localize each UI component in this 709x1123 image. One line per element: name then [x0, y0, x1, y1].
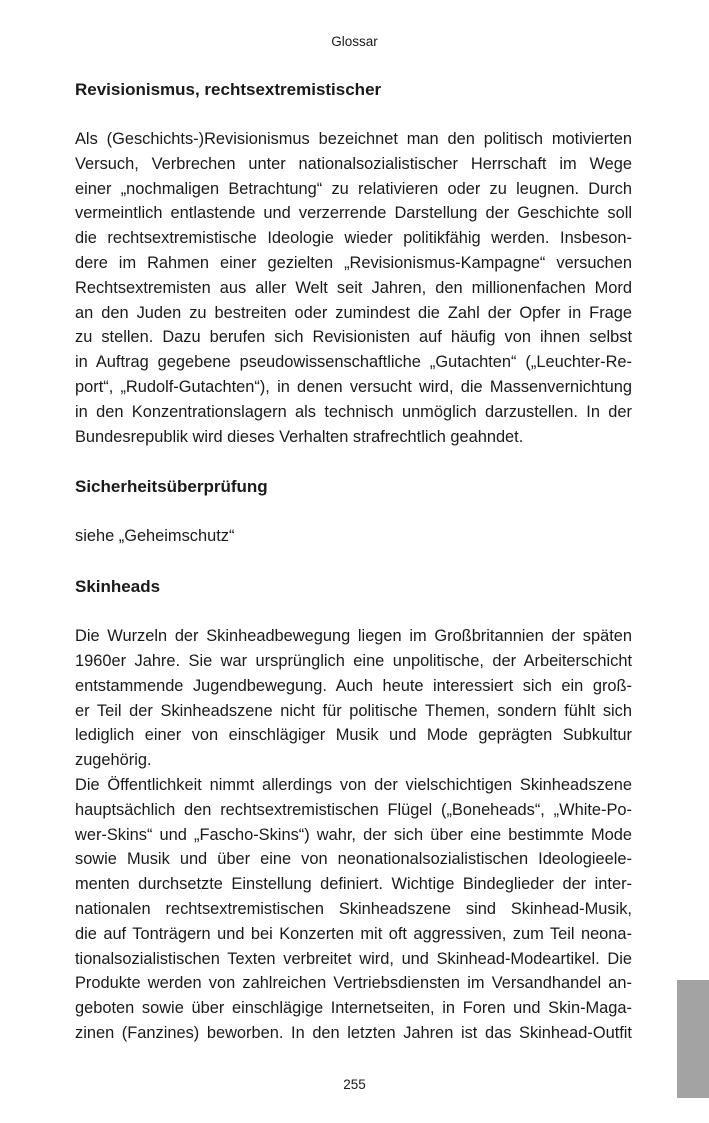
text-line: er Teil der Skinheadszene nicht für politische Themen, sondern fühlt sich — [75, 701, 632, 720]
text-line: sowie Musik und über eine von neonationalsozialistischen Ideologieele- — [75, 850, 632, 869]
text-line: 1960er Jahre. Sie war ursprünglich eine unpolitische, der Arbeiterschicht — [75, 651, 632, 670]
text-line: hauptsächlich den rechtsextremistischen Flügel („Boneheads“, „White-Po- — [75, 800, 632, 819]
entry-title-sicherheitsueberpruefung: Sicherheitsüberprüfung — [75, 477, 268, 497]
text-line: Versuch, Verbrechen unter nationalsozialistischer Herrschaft im Wege — [75, 154, 632, 173]
section-spacer — [75, 549, 632, 574]
glossary-content — [75, 77, 632, 1046]
text-line: entstammende Jugendbewegung. Auch heute interessiert sich ein groß- — [75, 676, 632, 695]
text-line: Produkte werden von zahlreichen Vertriebsdiensten im Versandhandel an- — [75, 974, 632, 993]
text-line: nationalen rechtsextremistischen Skinheadszene sind Skinhead-Musik, — [75, 899, 632, 918]
text-line: an den Juden zu bestreiten oder zumindest die Zahl der Opfer in Frage — [75, 303, 632, 322]
text-line: vermeintlich entlastende und verzerrende Darstellung der Geschichte soll — [75, 204, 632, 223]
entry-title-skinheads: Skinheads — [75, 577, 161, 597]
text-line: dere im Rahmen einer gezielten „Revisionismus-Kampagne“ versuchen — [75, 253, 632, 272]
text-line: lediglich einer von einschlägiger Musik und Mode geprägten Subkultur — [75, 726, 632, 745]
text-line: geboten sowie über einschlägige Internetseiten, in Foren und Skin-Maga- — [75, 999, 632, 1018]
skinheads-paragraph-2 — [75, 773, 632, 1046]
text-line: die rechtsextremistische Ideologie wieder politikfähig werden. Insbeson- — [75, 229, 632, 248]
text-line: menten durchsetzte Einstellung definiert. Wichtige Bindeglieder der inter- — [75, 875, 632, 894]
text-line: tionalsozialistischen Texten verbreitet wird, und Skinhead-Modeartikel. Die — [75, 949, 632, 968]
running-header: Glossar — [331, 34, 378, 49]
skinheads-paragraph-1 — [75, 624, 632, 773]
text-line: Rechtsextremisten aus aller Welt seit Jahren, den millionenfachen Mord — [75, 278, 632, 297]
text-line: zugehörig. — [75, 751, 152, 770]
revisionismus-paragraph — [75, 127, 632, 449]
text-line: Die Öffentlichkeit nimmt allerdings von der vielschichtigen Skinheadszene — [75, 775, 632, 794]
text-line: port“, „Rudolf-Gutachten“), in denen versucht wird, die Massenvernichtung — [75, 377, 632, 396]
text-line: Bundesrepublik wird dieses Verhalten strafrechtlich geahndet. — [75, 427, 524, 446]
page-number: 255 — [343, 1077, 366, 1092]
text-line: zu stellen. Dazu berufen sich Revisionisten auf häufig von ihnen selbst — [75, 328, 632, 347]
text-line: in Auftrag gegebene pseudowissenschaftliche „Gutachten“ („Leuchter-Re- — [75, 353, 632, 372]
chapter-thumb-tab — [677, 980, 709, 1098]
text-line: zinen (Fanzines) beworben. In den letzten Jahren ist das Skinhead-Outfit — [75, 1023, 632, 1042]
text-line: Als (Geschichts-)Revisionismus bezeichnet man den politisch motivierten — [75, 130, 632, 148]
text-line: Die Wurzeln der Skinheadbewegung liegen im Großbritannien der späten — [75, 627, 632, 646]
text-line: einer „nochmaligen Betrachtung“ zu relativieren oder zu leugnen. Durch — [75, 179, 632, 198]
cross-reference: siehe „Geheimschutz“ — [75, 527, 235, 546]
text-line: in den Konzentrationslagern als technisch unmöglich darzustellen. In der — [75, 402, 632, 421]
sicherheitsueberpruefung-paragraph — [75, 524, 632, 549]
text-line: wer-Skins“ und „Fascho-Skins“) wahr, der sich über eine bestimmte Mode — [75, 825, 632, 844]
section-spacer — [75, 449, 632, 474]
entry-title-revisionismus: Revisionismus, rechtsextremistischer — [75, 80, 382, 99]
text-line: die auf Tonträgern und bei Konzerten mit oft aggressiven, zum Teil neona- — [75, 924, 632, 943]
